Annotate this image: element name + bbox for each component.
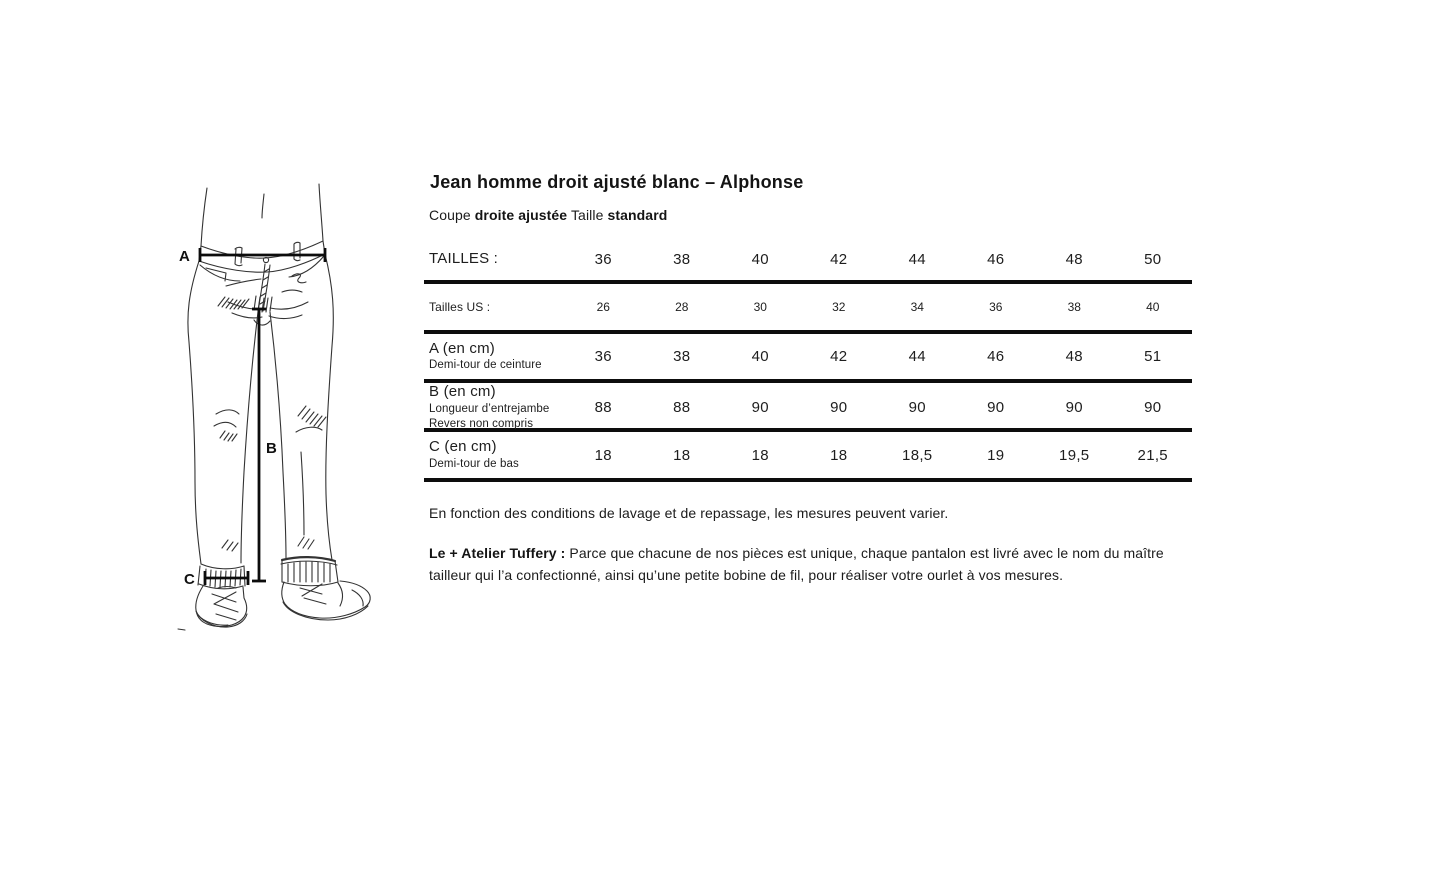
table-row-measure-b	[424, 383, 1192, 432]
measure-b-cell: 88	[673, 398, 691, 416]
measure-c-cell: 19,5	[1059, 446, 1090, 464]
measure-b-cell: 88	[594, 398, 612, 416]
measure-label-a: A	[179, 248, 190, 265]
us-size-cell: 40	[1146, 300, 1160, 314]
atelier-note-text: Parce que chacune de nos pièces est unique, chaque pantalon est livré avec le nom du maître tailleur qui l’a confectionné, ainsi qu’une petite bobine de fil, pour réaliser votre ourlet à vos mesures.	[429, 545, 1164, 583]
size-cell: 50	[1144, 250, 1162, 268]
measure-c-cell: 18,5	[902, 446, 933, 464]
tailles-header-label: TAILLES :	[429, 249, 499, 267]
table-row-tailles	[424, 238, 1192, 284]
measure-a-cell: 51	[1144, 348, 1162, 365]
measure-a-cell: 42	[830, 348, 848, 365]
measure-c-cell: 18	[830, 446, 848, 464]
us-size-cell: 38	[1067, 300, 1081, 314]
measure-c-cell: 18	[673, 446, 691, 464]
measure-a-cell: 44	[908, 348, 926, 365]
coupe-value: droite ajustée	[474, 207, 568, 223]
measure-line-a	[200, 248, 325, 262]
taille-value: standard	[607, 207, 668, 223]
measure-line-c	[205, 571, 248, 585]
us-size-cell: 26	[596, 300, 610, 314]
atelier-note	[429, 542, 1166, 586]
measure-a-cell: 38	[673, 348, 691, 365]
coupe-label: Coupe	[429, 207, 471, 223]
size-cell: 36	[594, 250, 612, 268]
measure-c-cell: 21,5	[1137, 446, 1168, 464]
size-cell: 46	[987, 250, 1005, 268]
us-size-cell: 28	[675, 300, 689, 314]
measure-c-cell: 18	[751, 446, 769, 464]
page-title: Jean homme droit ajusté blanc – Alphonse	[430, 172, 804, 192]
table-row-measure-a	[424, 334, 1192, 383]
size-cell: 40	[751, 250, 769, 268]
measure-a-cell: 36	[594, 348, 612, 365]
measure-label-b: B	[266, 440, 277, 457]
taille-label: Taille	[570, 207, 604, 223]
row-c-label: C (en cm)	[429, 438, 497, 456]
size-cell: 38	[673, 250, 691, 268]
jeans-sketch	[170, 180, 390, 640]
measure-a-cell: 46	[987, 348, 1005, 365]
us-size-cell: 30	[753, 300, 767, 314]
row-b-sublabel-1: Longueur d’entrejambe	[429, 402, 550, 415]
measure-b-cell: 90	[987, 398, 1005, 416]
row-a-sublabel: Demi-tour de ceinture	[429, 359, 542, 372]
measure-a-cell: 40	[751, 348, 769, 365]
atelier-note-label: Le + Atelier Tuffery :	[429, 545, 566, 561]
size-cell: 42	[830, 250, 848, 268]
measure-c-cell: 18	[594, 446, 612, 464]
us-size-cell: 36	[989, 300, 1003, 314]
fit-subtitle	[429, 207, 667, 223]
measure-label-c: C	[184, 571, 195, 588]
size-table	[424, 238, 1192, 482]
measure-b-cell: 90	[908, 398, 926, 416]
row-c-sublabel: Demi-tour de bas	[429, 457, 519, 470]
us-sizes-label: Tailles US :	[429, 300, 491, 314]
table-row-measure-c	[424, 432, 1192, 482]
row-b-sublabel-2: Revers non compris	[429, 417, 534, 430]
measure-b-cell: 90	[1144, 398, 1162, 416]
row-a-label: A (en cm)	[429, 339, 495, 357]
jeans-illustration	[170, 180, 390, 640]
size-cell: 48	[1065, 250, 1083, 268]
measure-a-cell: 48	[1065, 348, 1083, 365]
washing-note: En fonction des conditions de lavage et de repassage, les mesures peuvent varier.	[429, 505, 949, 521]
us-size-cell: 34	[910, 300, 924, 314]
measure-b-cell: 90	[751, 398, 769, 416]
row-b-label: B (en cm)	[429, 383, 496, 400]
size-cell: 44	[908, 250, 926, 268]
measure-b-cell: 90	[830, 398, 848, 416]
table-row-us-sizes	[424, 284, 1192, 334]
measure-c-cell: 19	[987, 446, 1005, 464]
measure-b-cell: 90	[1065, 398, 1083, 416]
us-size-cell: 32	[832, 300, 846, 314]
